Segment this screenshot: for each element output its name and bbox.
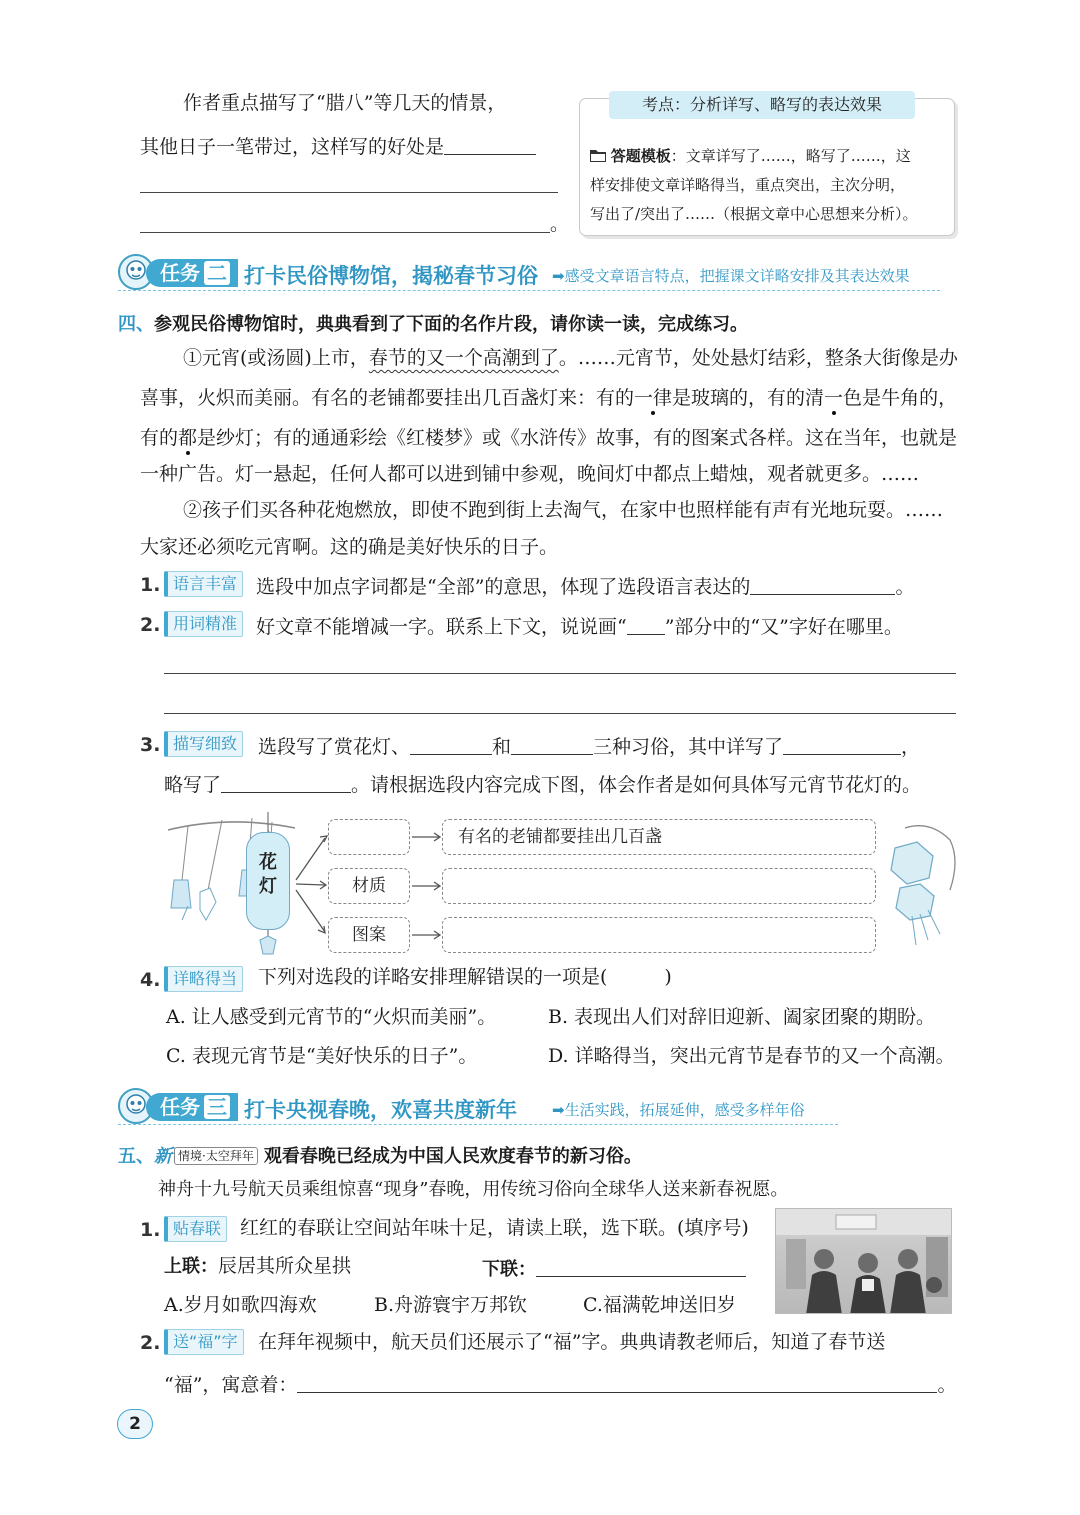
- tip-header: 考点：分析详写、略写的表达效果: [609, 91, 915, 119]
- passage-p1-line-4: 一种广告。灯一悬起，任何人都可以进到铺中参观，晚间灯中都点上蜡烛，观者就更多。……: [140, 463, 920, 485]
- option-b[interactable]: B.舟游寰宇万邦钦: [374, 1294, 528, 1316]
- option-d[interactable]: D. 详略得当，突出元宵节是春节的又一个高潮。: [548, 1045, 955, 1067]
- lantern-char: 灯: [259, 876, 277, 897]
- sub-question-3-line-2: 略写了 。请根据选段内容完成下图，体会作者是如何具体写元宵节花灯的。: [164, 774, 922, 796]
- sub-question-2-number: 2.: [140, 614, 161, 636]
- tip-line-2: 样安排使文章详略得当，重点突出，主次分明，: [590, 176, 906, 194]
- folder-icon: [590, 147, 611, 165]
- option-b[interactable]: B. 表现出人们对辞旧迎新、阖家团聚的期盼。: [548, 1006, 936, 1028]
- tag-language-rich: 语言丰富: [164, 571, 243, 597]
- task-2-subtitle: ➡感受文章语言特点，把握课文详略安排及其表达效果: [552, 267, 910, 285]
- sub-question-3-line-1: 选段写了赏花灯、 和 三种习俗，其中详写了 ，: [258, 736, 921, 758]
- new-label: 新: [154, 1146, 172, 1167]
- passage-p1-line-3: 有的都是纱灯；有的通通彩绘《红楼梦》或《水浒传》故事，有的图案式各样。这在当年，也就是: [140, 427, 958, 449]
- passage-p2-line-1: ②孩子们买各种花炮燃放，即使不跑到街上去淘气，在家中也照样能有声有光地玩耍。……: [183, 499, 944, 521]
- task-3-subtitle: ➡生活实践，拓展延伸，感受多样年俗: [552, 1101, 805, 1119]
- tag-detail-balance: 详略得当: [164, 966, 243, 992]
- page-number: 2: [117, 1409, 153, 1439]
- diagram-content-box[interactable]: [442, 868, 876, 904]
- option-c[interactable]: C.福满乾坤送旧岁: [583, 1294, 736, 1316]
- task-2-pill: 任务 二: [146, 259, 238, 287]
- question-5-heading: 五、新 情境·太空拜年 观看春晚已经成为中国人民欢度春节的新习俗。: [118, 1146, 642, 1167]
- sub-question-1-text: 红红的春联让空间站年味十足，请读上联，选下联。(填序号): [240, 1217, 749, 1239]
- answer-blank[interactable]: [750, 575, 895, 595]
- answer-blank[interactable]: [536, 1257, 746, 1277]
- top-line-2: 其他日子一笔带过，这样写的好处是: [140, 135, 536, 157]
- answer-blank[interactable]: [627, 615, 665, 635]
- lantern: [246, 832, 290, 930]
- question-5-intro: 神舟十九号航天员乘组惊喜“现身”春晚，用传统习俗向全球华人送来新春祝愿。: [158, 1179, 789, 1200]
- answer-line[interactable]: [140, 232, 550, 233]
- tip-box: [579, 95, 955, 236]
- end-mark: 。: [550, 213, 570, 235]
- lantern-char: 花: [259, 852, 277, 873]
- task-2-title: 打卡民俗博物馆，揭秘春节习俗: [244, 264, 538, 288]
- tag-precise-wording: 用词精准: [164, 611, 243, 637]
- answer-line[interactable]: [164, 673, 956, 674]
- passage-p1-line-2: 喜事，火炽而美丽。有名的老铺都要挂出几百盏灯来：有的一律是玻璃的，有的清一色是牛角的，: [140, 387, 958, 409]
- answer-blank[interactable]: [511, 735, 593, 755]
- task-2-number: 二: [204, 261, 230, 285]
- sub-question-1-number: 1.: [140, 574, 161, 596]
- sub-question-4-number: 4.: [140, 969, 161, 991]
- tip-line-3: 写出了/突出了……（根据文章中心思想来分析）。: [590, 205, 918, 223]
- upper-couplet: 上联：辰居其所众星拱: [164, 1255, 352, 1277]
- answer-blank[interactable]: [221, 773, 351, 793]
- sub-question-1-number: 1.: [140, 1219, 161, 1241]
- top-line-1: 作者重点描写了“腊八”等几天的情景，: [183, 92, 507, 114]
- tip-body: [590, 142, 950, 229]
- sub-question-2-line-2: “福”，寓意着： 。: [164, 1374, 957, 1396]
- sub-question-2-number: 2.: [140, 1332, 161, 1354]
- answer-blank[interactable]: [297, 1373, 937, 1393]
- tip-line-1: ：文章详写了……，略写了……，这: [670, 147, 911, 165]
- context-badge: 情境·太空拜年: [174, 1147, 258, 1165]
- passage-p1-line-1: ①元宵(或汤圆)上市，春节的又一个高潮到了。……元宵节，处处悬灯结彩，整条大街像是办: [183, 347, 958, 369]
- diagram-label-box[interactable]: [328, 819, 410, 855]
- sub-question-3-number: 3.: [140, 734, 161, 756]
- tip-label: 答题模板: [610, 147, 671, 165]
- passage-p2-line-2: 大家还必须吃元宵啊。这的确是美好快乐的日子。: [140, 536, 559, 558]
- diagram-content-box[interactable]: 有名的老铺都要挂出几百盏: [442, 819, 876, 855]
- task-3-number: 三: [204, 1095, 230, 1119]
- dotted-word: 都: [178, 427, 198, 449]
- dashed-divider: [118, 290, 940, 291]
- task-3-title: 打卡央视春晚，欢喜共度新年: [244, 1098, 517, 1122]
- tag-send-fu: 送“福”字: [164, 1329, 244, 1355]
- dotted-word: 一律: [634, 387, 673, 409]
- dotted-word: 清一色: [805, 387, 863, 409]
- tag-spring-couplet: 贴春联: [164, 1216, 227, 1242]
- option-a[interactable]: A. 让人感受到元宵节的“火炽而美丽”。: [166, 1006, 497, 1028]
- answer-blank[interactable]: [444, 135, 536, 155]
- sub-question-2-text: 好文章不能增减一字。联系上下文，说说画“ ”部分中的“又”字好在哪里。: [256, 616, 903, 638]
- option-a[interactable]: A.岁月如歌四海欢: [164, 1294, 317, 1316]
- answer-blank[interactable]: [410, 735, 492, 755]
- tag-detailed-description: 描写细致: [164, 731, 243, 757]
- question-4-heading: 四、参观民俗博物馆时，典典看到了下面的名作片段，请你读一读，完成练习。: [118, 314, 748, 335]
- lower-couplet: 下联：: [482, 1257, 746, 1279]
- diagram-label-box: 材质: [328, 868, 410, 904]
- answer-line[interactable]: [164, 713, 956, 714]
- answer-blank[interactable]: [783, 735, 901, 755]
- diagram-content-box[interactable]: [442, 917, 876, 953]
- diagram-label-box: 图案: [328, 917, 410, 953]
- answer-line[interactable]: [140, 192, 558, 193]
- dashed-divider: [118, 1124, 838, 1125]
- wavy-underlined-phrase: 春节的又一个高潮到了: [368, 347, 559, 369]
- option-c[interactable]: C. 表现元宵节是“美好快乐的日子”。: [166, 1045, 478, 1067]
- astronauts-photo: [775, 1208, 952, 1314]
- sub-question-1-text: 选段中加点字词都是“全部”的意思，体现了选段语言表达的 。: [256, 576, 915, 598]
- sub-question-4-text: 下列对选段的详略安排理解错误的一项是( ): [258, 966, 672, 988]
- task-3-pill: 任务 三: [146, 1093, 238, 1121]
- sub-question-2-text: 在拜年视频中，航天员们还展示了“福”字。典典请教老师后，知道了春节送: [258, 1331, 886, 1353]
